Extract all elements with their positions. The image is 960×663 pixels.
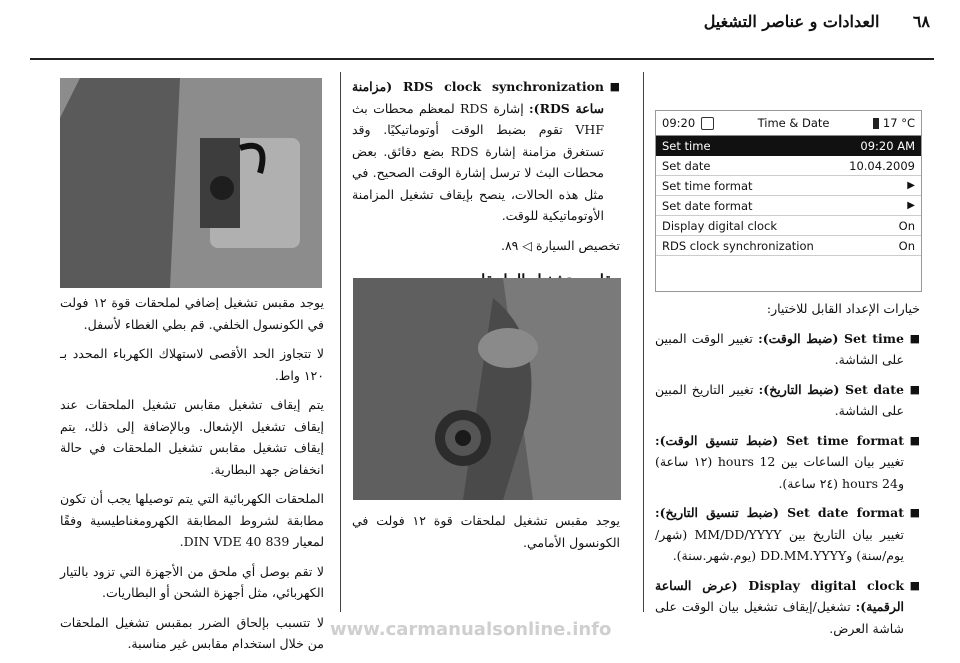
list-item: ■ Display digital clock (عرض الساعة الرقمية): تشغيل/إيقاف تشغيل بيان الوقت على شاشة العرض. <box>655 575 920 640</box>
display-temperature: 17 °C <box>882 116 915 130</box>
left-column <box>60 292 324 663</box>
column-divider-right <box>643 72 644 612</box>
list-item: ■ Set time (ضبط الوقت): تغيير الوقت المبين على الشاشة. <box>655 328 920 371</box>
thermometer-icon <box>873 118 879 129</box>
list-item: ■ Set date (ضبط التاريخ): تغيير التاريخ المبين على الشاشة. <box>655 379 920 422</box>
header-rule <box>30 58 934 60</box>
time-date-display <box>655 110 922 292</box>
intro-text: خيارات الإعداد القابل للاختيار: <box>766 301 920 316</box>
right-column <box>655 298 920 647</box>
list-item: ■ Set time format (ضبط تنسيق الوقت): تغيير بيان الساعات بين 12 hours (١٢ ساعة) و24 hours (٢٤ ساعة). <box>655 430 920 495</box>
rear-socket-photo <box>60 78 322 288</box>
arrow-right-icon: ▶ <box>907 180 915 191</box>
list-item: ■ Set date format (ضبط تنسيق التاريخ): تغيير بيان التاريخ بين MM/DD/YYYY (شهر/يوم/سنة) وDD.MM.YYYY (يوم.شهر.سنة). <box>655 502 920 567</box>
paragraph: لا تتسبب بإلحاق الضرر بمقبس تشغيل الملحقات من خلال استخدام مقابس غير مناسبة. <box>60 614 324 651</box>
page-header <box>660 12 930 31</box>
display-row[interactable]: Set time format ▶ <box>656 176 921 196</box>
caption: يوجد مقبس تشغيل لملحقات قوة ١٢ فولت في الكونسول الأمامي. <box>352 513 620 550</box>
display-row[interactable]: Set date format ▶ <box>656 196 921 216</box>
paragraph: يتم إيقاف تشغيل مقابس تشغيل الملحقات عند إيقاف تشغيل الإشعال. وبالإضافة إلى ذلك، يتم إيقاف تشغيل مقابس تشغيل الملحقات في حالة انخفاض جهد البطارية. <box>60 397 324 477</box>
front-socket-photo <box>353 278 621 500</box>
display-row[interactable]: RDS clock synchronization On <box>656 236 921 256</box>
display-title: Time & Date <box>757 116 830 130</box>
watermark: www.carmanualsonline.info <box>330 619 612 640</box>
paragraph: لا تقم بوصل أي ملحق من الأجهزة التي تزود بالتيار الكهربائي، مثل أجهزة الشحن أو البطاريات. <box>60 563 324 600</box>
paragraph: الملحقات الكهربائية التي يتم توصيلها يجب أن تكون مطابقة لشروط المطابقة الكهرومغناطيسية وفقًا لمعيار DIN VDE 40 839. <box>60 491 324 549</box>
column-divider-left <box>340 72 341 612</box>
clock-icon <box>701 117 714 130</box>
cross-reference: تخصيص السيارة ◁ ٨٩. <box>500 237 620 253</box>
list-item: ■ RDS clock synchronization (مزامنة ساعة RDS): إشارة RDS لمعظم محطات بث VHF تقوم بضبط الوقت أوتوماتيكيًا. وقد تستغرق مزامنة إشارة RDS بضع دقائق. بعض محطات البث لا ترسل إشارة الوقت الصحيح. في مثل هذه الحالات، ينصح بإيقاف تشغيل المزامنة الأوتوماتيكية للوقت. <box>352 76 620 227</box>
page-number: ٦٨ <box>912 12 930 31</box>
paragraph: يوجد مقبس تشغيل إضافي لملحقات قوة ١٢ فولت في الكونسول الخلفي. قم بطي الغطاء لأسفل. <box>60 295 324 332</box>
display-row[interactable]: Set date 10.04.2009 <box>656 156 921 176</box>
display-row[interactable]: Display digital clock On <box>656 216 921 236</box>
display-top-bar <box>656 111 921 136</box>
display-clock-time: 09:20 <box>662 116 696 130</box>
page-title: العدادات و عناصر التشغيل <box>703 12 880 31</box>
display-row[interactable]: Set time 09:20 AM <box>656 136 921 156</box>
middle-column <box>352 76 620 304</box>
paragraph: لا تتجاوز الحد الأقصى لاستهلاك الكهرباء المحدد بـ ١٢٠ واط. <box>60 346 324 383</box>
arrow-right-icon: ▶ <box>907 200 915 211</box>
